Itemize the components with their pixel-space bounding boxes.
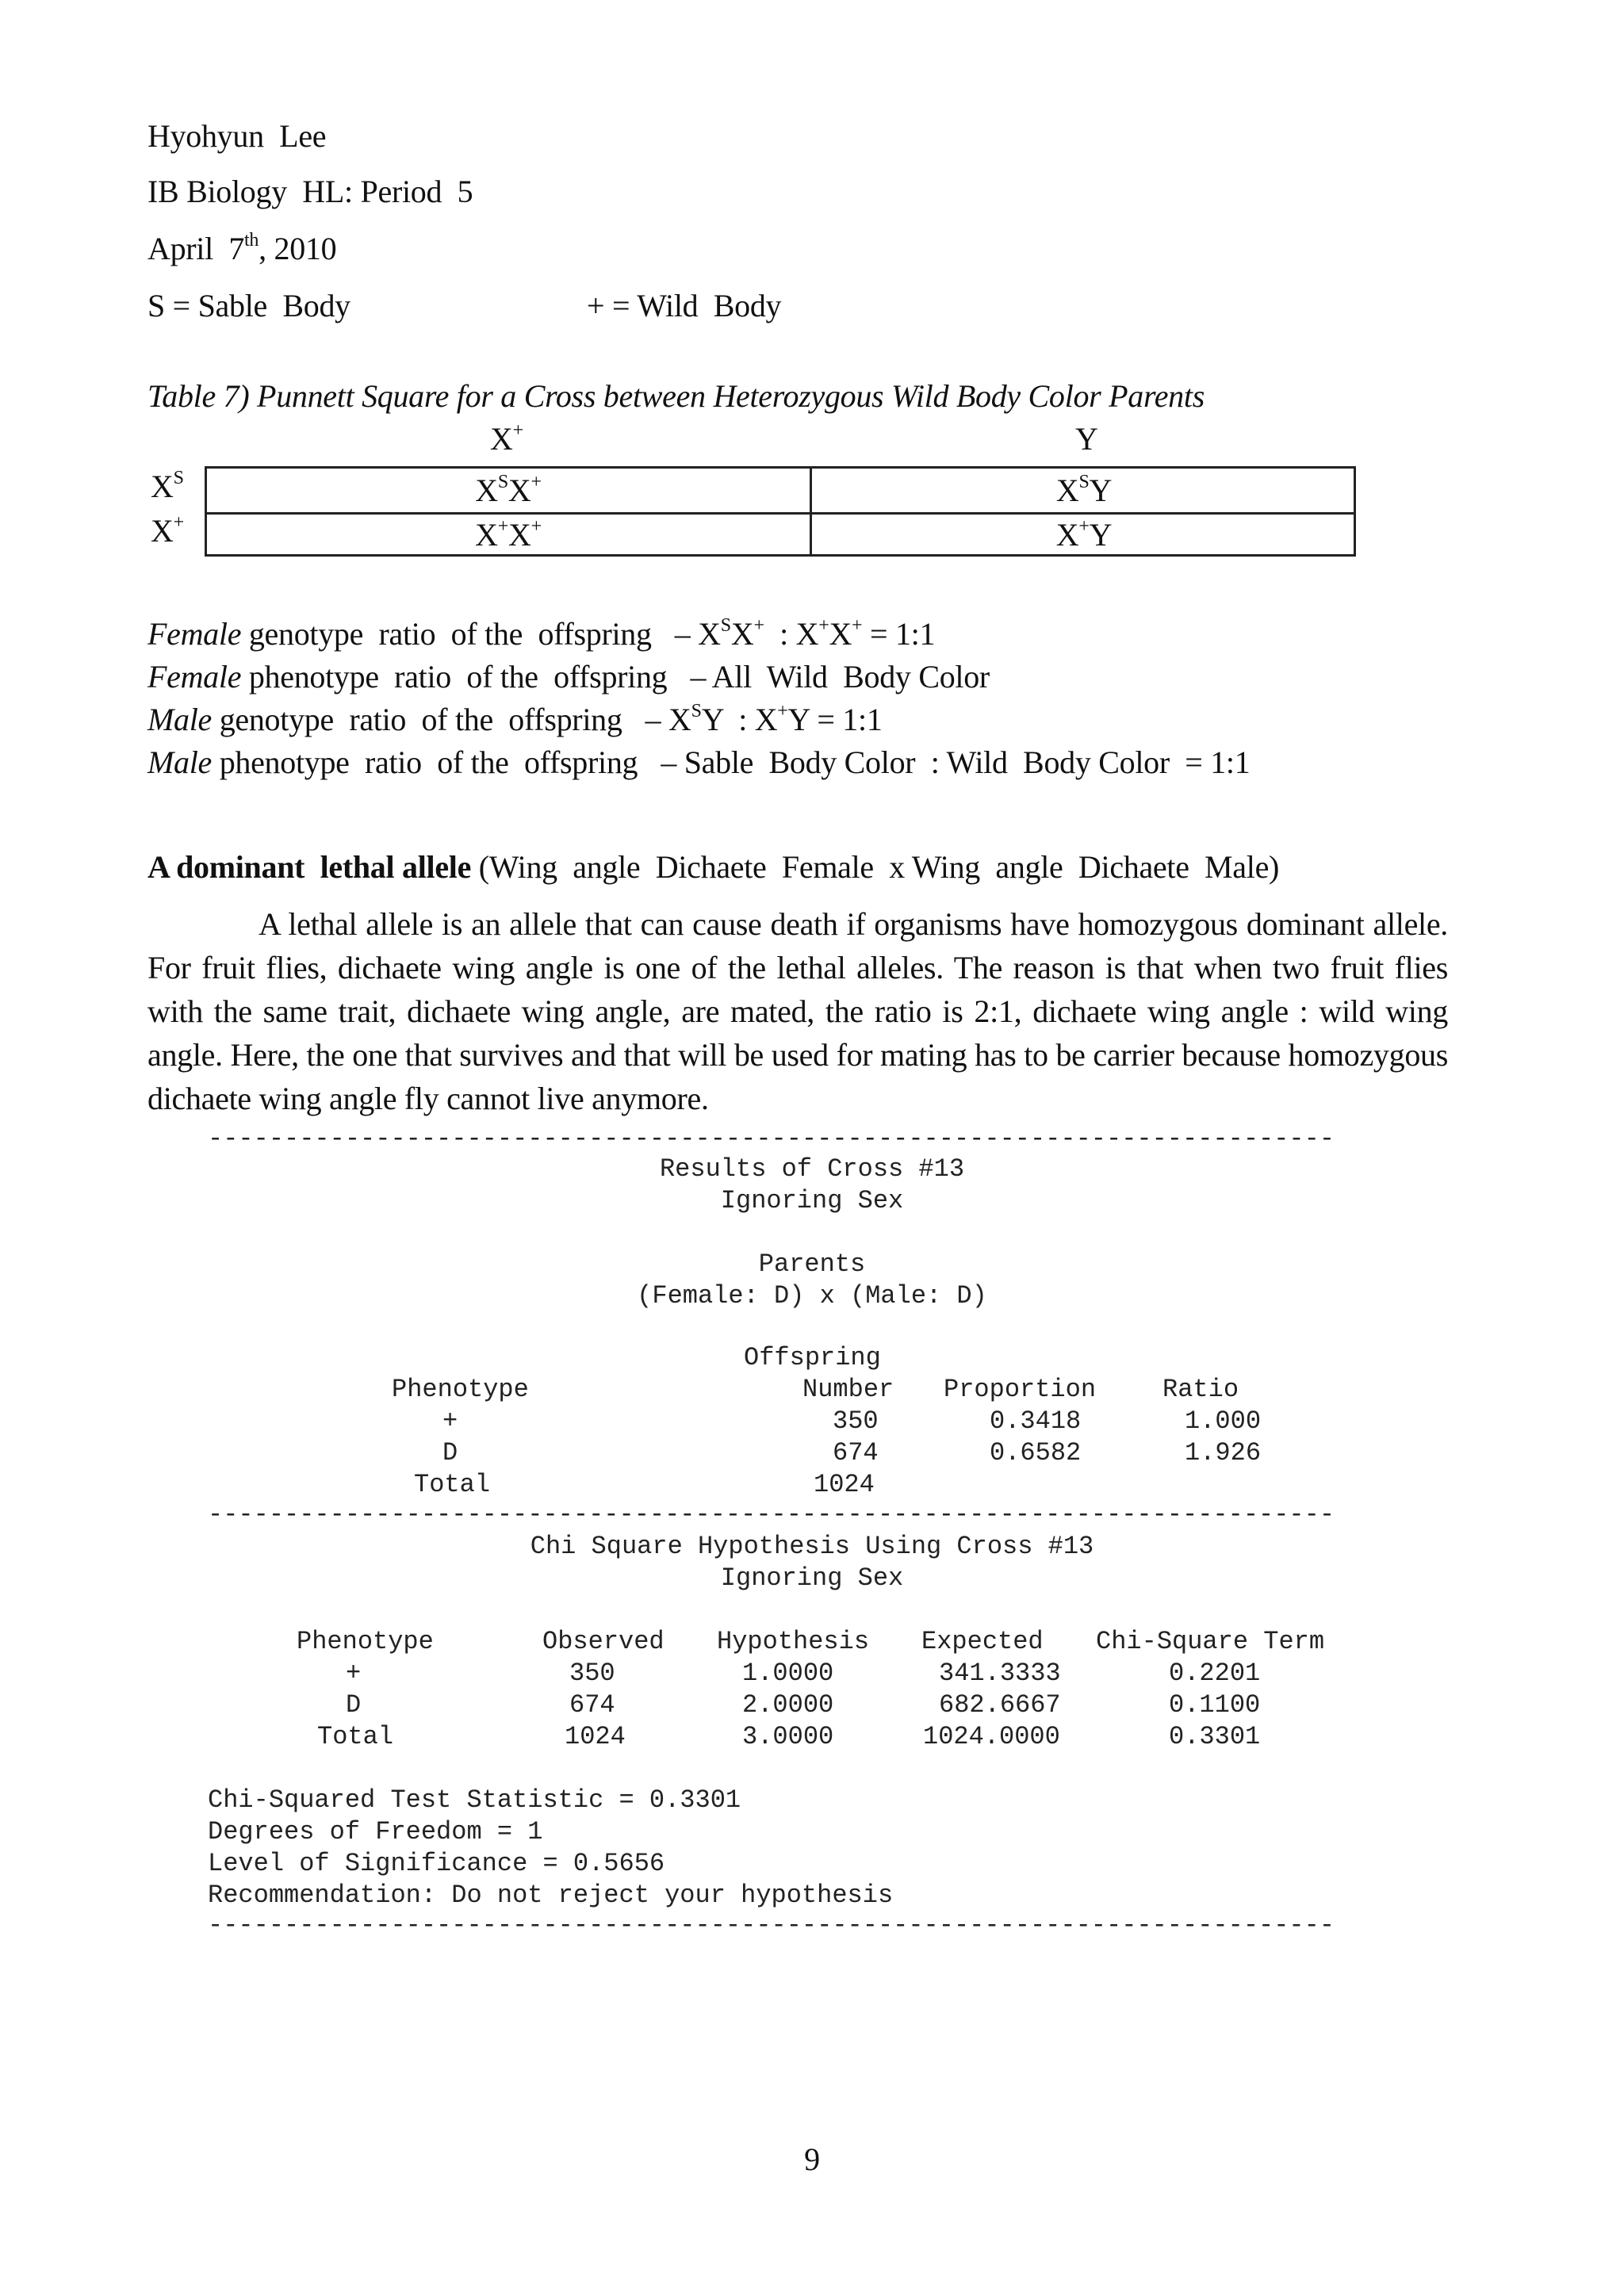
results-row-plus-proportion: 0.3418 <box>990 1406 1082 1436</box>
chi-col-hypothesis: Hypothesis <box>717 1627 870 1656</box>
punnett-cell: X+X+ <box>207 513 812 557</box>
punnett-col-header-y: Y <box>1075 421 1098 457</box>
chi-row-plus-phenotype: + <box>346 1659 362 1688</box>
chi-significance: Level of Significance = 0.5656 <box>208 1849 665 1878</box>
chi-row-plus-hypothesis: 1.0000 <box>742 1659 834 1688</box>
female-genotype-ratio: Female genotype ratio of the offspring – $X^SX^+$ : X+X+ = 1:1 <box>147 614 936 652</box>
results-col-ratio: Ratio <box>1162 1375 1239 1404</box>
chi-col-phenotype: Phenotype <box>297 1627 434 1656</box>
parents-cross: (Female: D) x (Male: D) <box>637 1281 987 1311</box>
chi-row-total-hypothesis: 3.0000 <box>742 1722 834 1751</box>
results-row-total-number: 1024 <box>814 1470 875 1499</box>
results-subtitle: Ignoring Sex <box>720 1186 904 1215</box>
chi-col-observed: Observed <box>542 1627 665 1656</box>
chi-row-d-observed: 674 <box>569 1690 615 1720</box>
chi-col-chi-term: Chi-Square Term <box>1096 1627 1325 1656</box>
chi-row-total-expected: 1024.0000 <box>923 1722 1060 1751</box>
punnett-row <box>207 469 1354 515</box>
punnett-row-header-xplus: X+ <box>151 511 184 549</box>
chi-row-total-term: 0.3301 <box>1169 1722 1261 1751</box>
lethal-allele-paragraph: A lethal allele is an allele that can cause death if organisms have homozygous dominant allele. For fruit flies, dichaete wing angle is one of the lethal alleles. The reason is that when two fruit flies with the same trait, dichaete wing angle, are mated, the ratio is 2:1, dichaete wing angle : wild wing angle. Here, the one that survives and that will be used for mating has to be carrier because homozygous dichaete wing angle fly cannot live anymore. <box>147 906 1448 1116</box>
punnett-square <box>205 466 1356 557</box>
chi-col-expected: Expected <box>921 1627 1044 1656</box>
results-row-d-number: 674 <box>833 1438 879 1468</box>
results-row-total-phenotype: Total <box>414 1470 491 1499</box>
punnett-col-header-xplus: X+ <box>490 419 523 457</box>
results-row-d-phenotype: D <box>442 1438 458 1468</box>
course-line: IB Biology HL: Period 5 <box>147 174 473 209</box>
chi-degrees-of-freedom: Degrees of Freedom = 1 <box>208 1817 543 1846</box>
chi-row-d-hypothesis: 2.0000 <box>742 1690 834 1720</box>
chi-row-total-phenotype: Total <box>317 1722 394 1751</box>
punnett-cell: $X^SY$ <box>1055 471 1113 508</box>
legend-wild: + = Wild Body <box>587 288 782 323</box>
punnett-cell: $X^SX^+$ <box>207 469 812 512</box>
chi-recommendation: Recommendation: Do not reject your hypothesis <box>208 1881 894 1910</box>
results-col-phenotype: Phenotype <box>392 1375 529 1404</box>
male-genotype-ratio: Male genotype ratio of the offspring – $X^SY$ : X+Y = 1:1 <box>147 700 883 737</box>
page-number: 9 <box>804 2141 820 2177</box>
offspring-label: Offspring <box>744 1343 881 1372</box>
author-name: Hyohyun Lee <box>147 118 327 154</box>
chi-row-d-term: 0.1100 <box>1169 1690 1261 1720</box>
punnett-row <box>207 513 1354 557</box>
chi-row-d-expected: 682.6667 <box>939 1690 1061 1720</box>
divider-rule: -------------------------------------------------------------------------- <box>208 1500 1335 1529</box>
chi-title: Chi Square Hypothesis Using Cross #13 <box>530 1532 1094 1561</box>
results-row-d-proportion: 0.6582 <box>990 1438 1082 1468</box>
results-row-plus-phenotype: + <box>442 1406 458 1436</box>
chi-row-plus-term: 0.2201 <box>1169 1659 1261 1688</box>
chi-row-total-observed: 1024 <box>565 1722 626 1751</box>
results-row-d-ratio: 1.926 <box>1185 1438 1262 1468</box>
punnett-row-header-xs: $X^S$ <box>151 467 184 504</box>
section-heading: A dominant lethal allele (Wing angle Dichaete Female x Wing angle Dichaete Male) <box>147 849 1280 885</box>
female-phenotype-ratio: Female phenotype ratio of the offspring – All Wild Body Color <box>147 659 990 695</box>
legend-sable: S = Sable Body <box>147 288 350 323</box>
results-row-plus-ratio: 1.000 <box>1185 1406 1262 1436</box>
chi-subtitle: Ignoring Sex <box>720 1563 904 1593</box>
chi-test-statistic: Chi-Squared Test Statistic = 0.3301 <box>208 1785 741 1815</box>
results-title: Results of Cross #13 <box>659 1154 965 1184</box>
chi-row-plus-observed: 350 <box>569 1659 615 1688</box>
parents-label: Parents <box>758 1249 866 1279</box>
results-col-proportion: Proportion <box>944 1375 1097 1404</box>
divider-rule: -------------------------------------------------------------------------- <box>208 1911 1335 1940</box>
chi-row-d-phenotype: D <box>346 1690 362 1720</box>
divider-rule: -------------------------------------------------------------------------- <box>208 1124 1335 1154</box>
chi-row-plus-expected: 341.3333 <box>939 1659 1061 1688</box>
punnett-cell: X+Y <box>1055 515 1113 553</box>
male-phenotype-ratio: Male phenotype ratio of the offspring – Sable Body Color : Wild Body Color = 1:1 <box>147 744 1251 780</box>
results-col-number: Number <box>802 1375 894 1404</box>
table-caption: Table 7) Punnett Square for a Cross between Heterozygous Wild Body Color Parents <box>147 378 1205 414</box>
date-line: April 7th, 2010 <box>147 229 337 266</box>
results-row-plus-number: 350 <box>833 1406 879 1436</box>
